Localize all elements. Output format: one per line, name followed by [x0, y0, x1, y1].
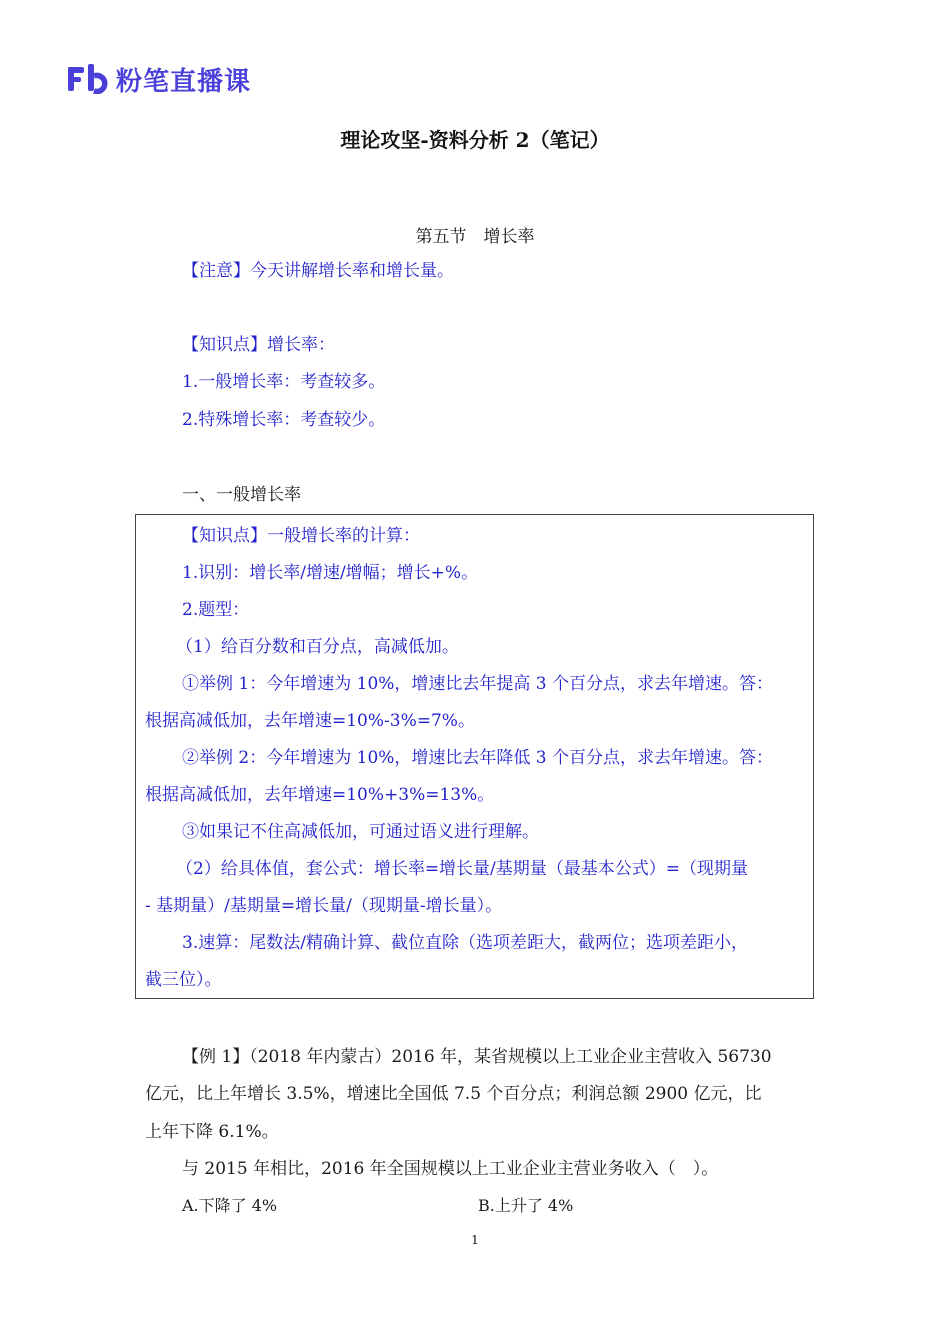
option-b: B.上升了 4%: [478, 1196, 574, 1215]
brand-name: 粉笔直播课: [116, 66, 252, 97]
brand-logo: [68, 62, 251, 96]
example-line: 亿元，比上年增长 3.5%，增速比全国低 7.5 个百分点；利润总额 2900 亿元，比: [145, 1084, 762, 1104]
document-title: 理论攻坚-资料分析 2（笔记）: [340, 128, 610, 152]
box-line: 截三位）。: [145, 970, 222, 990]
option-a: A.下降了 4%: [182, 1196, 278, 1215]
knowledge-point-item: 1.一般增长率：考查较多。: [182, 372, 386, 392]
box-line: - 基期量）/基期量=增长量/（现期量-增长量）。: [145, 896, 503, 916]
box-line: ①举例 1：今年增速为 10%，增速比去年提高 3 个百分点，求去年增速。答：: [182, 674, 774, 694]
box-line: （1）给百分数和百分点，高减低加。: [176, 637, 459, 657]
knowledge-point-item: 2.特殊增长率：考查较少。: [182, 410, 386, 430]
box-line: 2.题型：: [182, 600, 250, 620]
box-line: ③如果记不住高减低加，可通过语义进行理解。: [182, 822, 539, 842]
fb-logo-icon: [68, 64, 110, 94]
box-line: （2）给具体值，套公式：增长率=增长量/基期量（最基本公式）=（现期量: [176, 859, 749, 879]
example-line: 上年下降 6.1%。: [145, 1122, 279, 1142]
part-heading: 一、一般增长率: [182, 485, 301, 505]
example-line: 【例 1】（2018 年内蒙古）2016 年，某省规模以上工业企业主营收入 56730: [182, 1047, 772, 1067]
section-title: 第五节 增长率: [415, 227, 535, 247]
page-number: 1: [471, 1233, 479, 1247]
box-line: 【知识点】一般增长率的计算：: [182, 526, 420, 546]
box-line: ②举例 2：今年增速为 10%，增速比去年降低 3 个百分点，求去年增速。答：: [182, 748, 774, 768]
example-question: 与 2015 年相比，2016 年全国规模以上工业企业主营业务收入（ ）。: [182, 1159, 719, 1179]
box-line: 1.识别：增长率/增速/增幅；增长+%。: [182, 563, 479, 583]
box-line: 根据高减低加，去年增速=10%-3%=7%。: [145, 711, 475, 731]
box-line: 3.速算：尾数法/精确计算、截位直除（选项差距大，截两位；选项差距小，: [182, 933, 748, 953]
notice-text: 【注意】今天讲解增长率和增长量。: [182, 261, 454, 281]
box-line: 根据高减低加，去年增速=10%+3%=13%。: [145, 785, 495, 805]
knowledge-point-title: 【知识点】增长率：: [182, 335, 335, 355]
knowledge-box: [135, 514, 814, 999]
